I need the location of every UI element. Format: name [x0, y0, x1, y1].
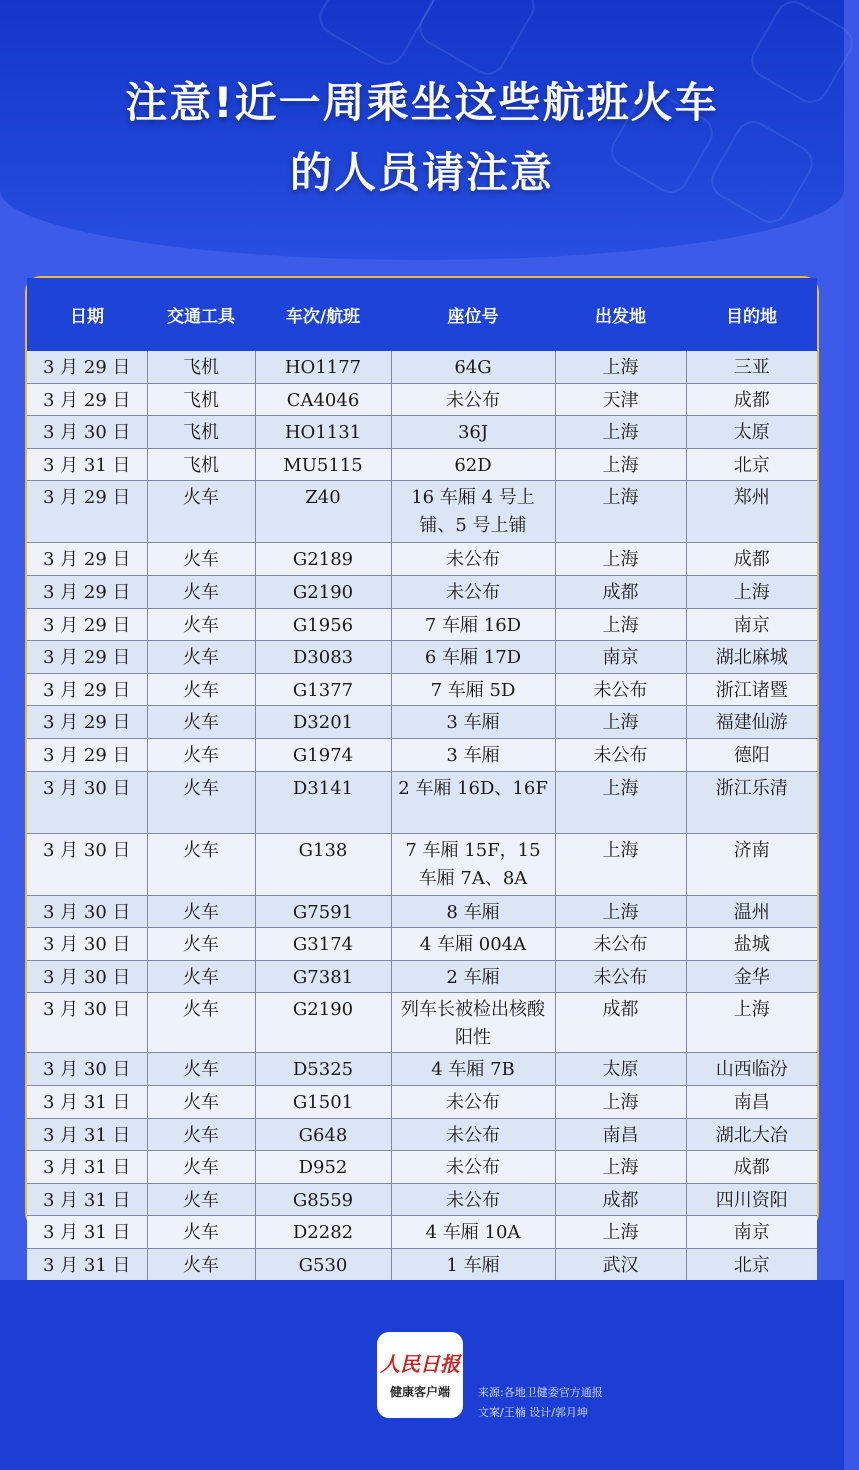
cell-number: D3201 [255, 706, 391, 739]
cell-transport: 火车 [147, 543, 255, 576]
cell-departure: 上海 [555, 833, 686, 895]
cell-transport: 火车 [147, 706, 255, 739]
table-row [27, 833, 817, 895]
cell-destination: 温州 [686, 895, 817, 928]
cell-departure: 未公布 [555, 960, 686, 993]
cell-seat: 1 车厢 [391, 1248, 555, 1281]
cell-seat: 8 车厢 [391, 895, 555, 928]
cell-number: G2190 [255, 993, 391, 1053]
cell-seat: 7 车厢 5D [391, 673, 555, 706]
cell-number: D3141 [255, 771, 391, 833]
cell-destination: 南京 [686, 1216, 817, 1249]
cell-departure: 太原 [555, 1053, 686, 1086]
cell-seat: 62D [391, 448, 555, 481]
cell-transport: 火车 [147, 1248, 255, 1281]
column-header-transport: 交通工具 [147, 278, 255, 351]
cell-date: 3 月 29 日 [27, 706, 147, 739]
cell-destination: 上海 [686, 993, 817, 1053]
cell-date: 3 月 30 日 [27, 895, 147, 928]
people-daily-health-logo [377, 1332, 463, 1418]
cell-transport: 飞机 [147, 416, 255, 449]
cell-transport: 火车 [147, 738, 255, 771]
cell-departure: 成都 [555, 575, 686, 608]
cell-destination: 南昌 [686, 1085, 817, 1118]
cell-date: 3 月 30 日 [27, 928, 147, 961]
cell-date: 3 月 29 日 [27, 543, 147, 576]
cell-date: 3 月 31 日 [27, 448, 147, 481]
cell-number: G1974 [255, 738, 391, 771]
cell-departure: 上海 [555, 1216, 686, 1249]
cell-destination: 湖北麻城 [686, 641, 817, 674]
cell-number: G530 [255, 1248, 391, 1281]
page-title-line-2: 的人员请注意 [289, 148, 554, 197]
cell-destination: 郑州 [686, 481, 817, 543]
cell-date: 3 月 31 日 [27, 1183, 147, 1216]
cell-departure: 武汉 [555, 1248, 686, 1281]
cell-date: 3 月 31 日 [27, 1216, 147, 1249]
table-row [27, 993, 817, 1053]
cell-seat: 未公布 [391, 1151, 555, 1184]
cell-number: D3083 [255, 641, 391, 674]
table-row [27, 928, 817, 961]
cell-number: HO1177 [255, 351, 391, 383]
cell-seat: 2 车厢 [391, 960, 555, 993]
cell-transport: 火车 [147, 993, 255, 1053]
table-row [27, 771, 817, 833]
cell-departure: 上海 [555, 771, 686, 833]
cell-seat: 4 车厢 7B [391, 1053, 555, 1086]
cell-departure: 上海 [555, 481, 686, 543]
table-row [27, 1085, 817, 1118]
cell-date: 3 月 30 日 [27, 1053, 147, 1086]
source-text: 来源:各地卫健委官方通报 [478, 1386, 603, 1399]
cell-seat: 16 车厢 4 号上铺、5 号上铺 [391, 481, 555, 543]
cell-transport: 火车 [147, 481, 255, 543]
cell-date: 3 月 30 日 [27, 833, 147, 895]
table-row [27, 1216, 817, 1249]
cell-seat: 36J [391, 416, 555, 449]
cell-transport: 火车 [147, 895, 255, 928]
cell-transport: 飞机 [147, 383, 255, 416]
cell-departure: 上海 [555, 895, 686, 928]
cell-transport: 火车 [147, 928, 255, 961]
cell-destination: 成都 [686, 1151, 817, 1184]
cell-date: 3 月 31 日 [27, 1118, 147, 1151]
column-header-number: 车次/航班 [255, 278, 391, 351]
cell-transport: 火车 [147, 833, 255, 895]
cell-date: 3 月 29 日 [27, 575, 147, 608]
cell-destination: 成都 [686, 543, 817, 576]
table-row [27, 960, 817, 993]
table-row [27, 673, 817, 706]
cell-departure: 上海 [555, 1151, 686, 1184]
table-row [27, 575, 817, 608]
cell-destination: 浙江乐清 [686, 771, 817, 833]
cell-date: 3 月 30 日 [27, 993, 147, 1053]
cell-number: G2189 [255, 543, 391, 576]
table-row [27, 706, 817, 739]
cell-seat: 4 车厢 10A [391, 1216, 555, 1249]
cell-seat: 4 车厢 004A [391, 928, 555, 961]
cell-departure: 上海 [555, 416, 686, 449]
cell-date: 3 月 29 日 [27, 738, 147, 771]
cell-transport: 火车 [147, 1053, 255, 1086]
cell-seat: 6 车厢 17D [391, 641, 555, 674]
cell-departure: 上海 [555, 608, 686, 641]
table-body [27, 351, 817, 1281]
itinerary-table-card [25, 276, 819, 1276]
table-row [27, 448, 817, 481]
cell-number: MU5115 [255, 448, 391, 481]
table-row [27, 543, 817, 576]
cell-number: G7591 [255, 895, 391, 928]
cell-destination: 北京 [686, 448, 817, 481]
cell-date: 3 月 31 日 [27, 1151, 147, 1184]
cell-departure: 未公布 [555, 928, 686, 961]
cell-destination: 金华 [686, 960, 817, 993]
cell-number: G1956 [255, 608, 391, 641]
table-row [27, 1151, 817, 1184]
page-title-line-1: 注意!近一周乘坐这些航班火车 [125, 78, 719, 127]
column-header-departure: 出发地 [555, 278, 686, 351]
cell-departure: 上海 [555, 543, 686, 576]
cell-transport: 火车 [147, 1216, 255, 1249]
cell-transport: 火车 [147, 641, 255, 674]
cell-seat: 未公布 [391, 1085, 555, 1118]
table-row [27, 1118, 817, 1151]
cell-departure: 上海 [555, 1085, 686, 1118]
cell-number: CA4046 [255, 383, 391, 416]
cell-seat: 64G [391, 351, 555, 383]
cell-number: G3174 [255, 928, 391, 961]
cell-destination: 浙江诸暨 [686, 673, 817, 706]
table-row [27, 895, 817, 928]
footer-credits [478, 1383, 603, 1423]
title-banner [0, 0, 844, 260]
table-row [27, 1248, 817, 1281]
cell-seat: 未公布 [391, 543, 555, 576]
cell-destination: 南京 [686, 608, 817, 641]
itinerary-table [27, 278, 817, 1281]
table-row [27, 481, 817, 543]
cell-date: 3 月 29 日 [27, 673, 147, 706]
cell-destination: 福建仙游 [686, 706, 817, 739]
cell-date: 3 月 31 日 [27, 1085, 147, 1118]
cell-transport: 火车 [147, 1085, 255, 1118]
cell-transport: 火车 [147, 1151, 255, 1184]
cell-departure: 成都 [555, 993, 686, 1053]
cell-number: G7381 [255, 960, 391, 993]
cell-transport: 火车 [147, 1183, 255, 1216]
table-row [27, 641, 817, 674]
cell-departure: 南京 [555, 641, 686, 674]
table-row [27, 738, 817, 771]
cell-number: G2190 [255, 575, 391, 608]
cell-departure: 天津 [555, 383, 686, 416]
cell-destination: 三亚 [686, 351, 817, 383]
table-header-row [27, 278, 817, 351]
cell-number: D2282 [255, 1216, 391, 1249]
cell-date: 3 月 29 日 [27, 351, 147, 383]
cell-number: D5325 [255, 1053, 391, 1086]
cell-destination: 济南 [686, 833, 817, 895]
cell-transport: 火车 [147, 960, 255, 993]
cell-departure: 未公布 [555, 673, 686, 706]
cell-number: G8559 [255, 1183, 391, 1216]
cell-seat: 未公布 [391, 1183, 555, 1216]
cell-seat: 列车长被检出核酸阳性 [391, 993, 555, 1053]
cell-destination: 湖北大冶 [686, 1118, 817, 1151]
cell-departure: 上海 [555, 448, 686, 481]
table-row [27, 608, 817, 641]
cell-number: Z40 [255, 481, 391, 543]
table-row [27, 1183, 817, 1216]
column-header-destination: 目的地 [686, 278, 817, 351]
cell-transport: 飞机 [147, 351, 255, 383]
cell-date: 3 月 31 日 [27, 1248, 147, 1281]
cell-date: 3 月 29 日 [27, 641, 147, 674]
table-row [27, 416, 817, 449]
cell-transport: 火车 [147, 771, 255, 833]
cell-destination: 四川资阳 [686, 1183, 817, 1216]
cell-transport: 飞机 [147, 448, 255, 481]
cell-seat: 7 车厢 15F，15 车厢 7A、8A [391, 833, 555, 895]
cell-seat: 3 车厢 [391, 706, 555, 739]
cell-transport: 火车 [147, 673, 255, 706]
cell-departure: 上海 [555, 351, 686, 383]
cell-seat: 未公布 [391, 383, 555, 416]
table-row [27, 1053, 817, 1086]
cell-seat: 未公布 [391, 1118, 555, 1151]
column-header-seat: 座位号 [391, 278, 555, 351]
credits-text: 文案/王楠 设计/郭月坤 [478, 1406, 588, 1419]
cell-date: 3 月 30 日 [27, 416, 147, 449]
cell-seat: 7 车厢 16D [391, 608, 555, 641]
cell-number: G1377 [255, 673, 391, 706]
cell-destination: 盐城 [686, 928, 817, 961]
cell-number: G648 [255, 1118, 391, 1151]
cell-date: 3 月 30 日 [27, 960, 147, 993]
cell-seat: 2 车厢 16D、16F [391, 771, 555, 833]
logo-sub-text: 健康客户端 [389, 1385, 450, 1399]
table-row [27, 351, 817, 383]
cell-number: G1501 [255, 1085, 391, 1118]
cell-transport: 火车 [147, 1118, 255, 1151]
cell-number: G138 [255, 833, 391, 895]
cell-destination: 成都 [686, 383, 817, 416]
cell-seat: 未公布 [391, 575, 555, 608]
cell-date: 3 月 30 日 [27, 771, 147, 833]
cell-seat: 3 车厢 [391, 738, 555, 771]
cell-date: 3 月 29 日 [27, 481, 147, 543]
cell-departure: 上海 [555, 706, 686, 739]
column-header-date: 日期 [27, 278, 147, 351]
cell-destination: 上海 [686, 575, 817, 608]
cell-number: D952 [255, 1151, 391, 1184]
cell-transport: 火车 [147, 608, 255, 641]
cell-destination: 北京 [686, 1248, 817, 1281]
cell-departure: 南昌 [555, 1118, 686, 1151]
cell-departure: 未公布 [555, 738, 686, 771]
cell-transport: 火车 [147, 575, 255, 608]
cell-number: HO1131 [255, 416, 391, 449]
cell-departure: 成都 [555, 1183, 686, 1216]
cell-destination: 太原 [686, 416, 817, 449]
cell-destination: 德阳 [686, 738, 817, 771]
cell-destination: 山西临汾 [686, 1053, 817, 1086]
cell-date: 3 月 29 日 [27, 383, 147, 416]
logo-brand-text: 人民日报 [380, 1352, 460, 1376]
table-row [27, 383, 817, 416]
cell-date: 3 月 29 日 [27, 608, 147, 641]
